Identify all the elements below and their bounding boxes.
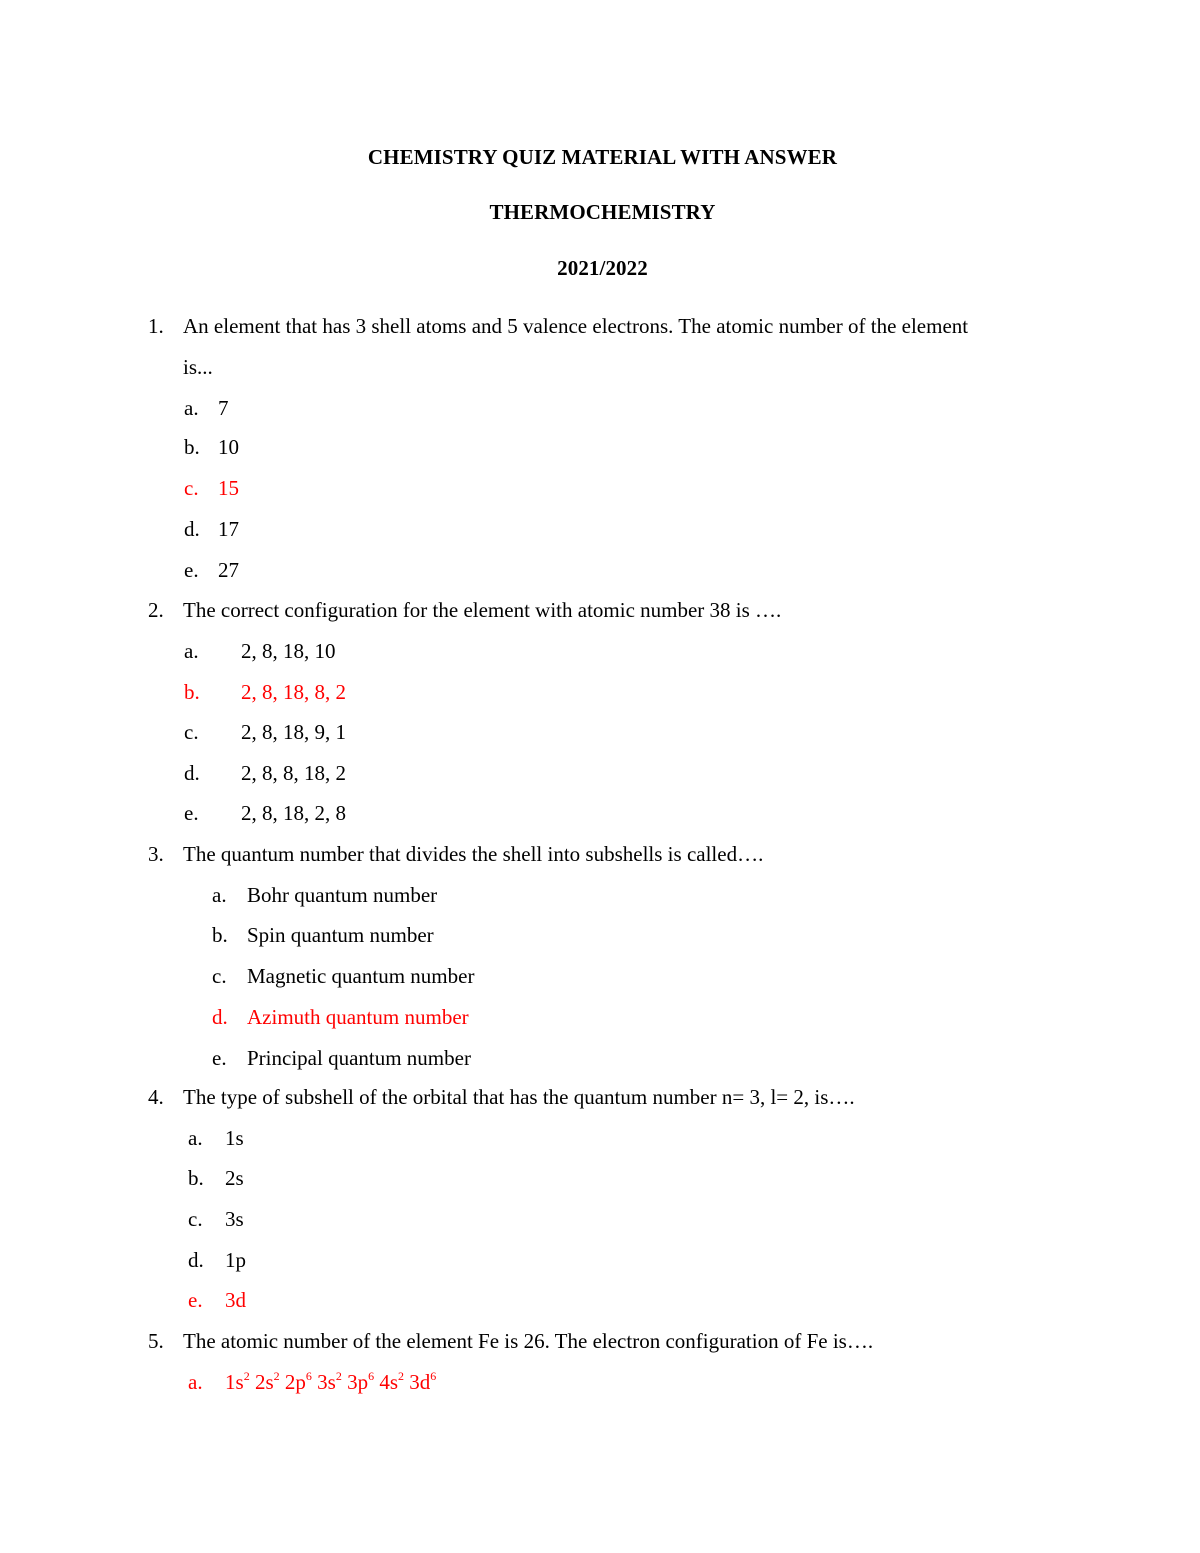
q1-option-b-letter: b.	[184, 435, 200, 459]
q1-option-c-text: 15	[218, 476, 239, 500]
q3-option-e-letter: e.	[212, 1046, 227, 1070]
config-term-2s: $2s^2$	[254, 1369, 280, 1394]
config-term-4s: $4s^2$	[379, 1369, 404, 1394]
q3-option-b-text: Spin quantum number	[247, 923, 434, 947]
q3-option-c-text: Magnetic quantum number	[247, 964, 475, 988]
question-1-number: 1.	[148, 314, 164, 338]
q3-option-a-text: Bohr quantum number	[247, 883, 438, 907]
q1-option-d-letter: d.	[184, 517, 200, 541]
question-2-number: 2.	[148, 598, 164, 622]
q3-option-e-text: Principal quantum number	[247, 1046, 471, 1070]
config-term-1s: $1s^2$	[225, 1369, 250, 1394]
question-4-text: The type of subshell of the orbital that has the quantum number n= 3, l= 2, is….	[183, 1085, 855, 1109]
question-3-text: The quantum number that divides the shell into subshells is called….	[183, 842, 764, 866]
q2-option-e-letter: e.	[184, 801, 199, 825]
q1-option-c-letter: c.	[184, 476, 199, 500]
q1-option-a-text: 7	[218, 396, 229, 420]
q5-option-a-configuration	[225, 1370, 436, 1395]
q3-option-d-letter: d.	[212, 1005, 228, 1029]
q4-option-b-letter: b.	[188, 1166, 204, 1190]
document-title: CHEMISTRY QUIZ MATERIAL WITH ANSWER	[367, 145, 838, 169]
q4-option-d-text: 1p	[225, 1248, 246, 1272]
config-term-3s: $3s^2$	[317, 1369, 342, 1394]
question-5-text: The atomic number of the element Fe is 26. The electron configuration of Fe is….	[183, 1329, 874, 1353]
question-5-number: 5.	[148, 1329, 164, 1353]
q5-option-a-letter: a.	[188, 1370, 203, 1394]
q3-option-d-text: Azimuth quantum number	[247, 1005, 469, 1029]
config-term-3d: $3d^6$	[409, 1369, 437, 1394]
q2-option-b-letter: b.	[184, 680, 200, 704]
q1-option-e-letter: e.	[184, 558, 199, 582]
q2-option-e-text: 2, 8, 18, 2, 8	[241, 801, 346, 825]
q4-option-c-letter: c.	[188, 1207, 203, 1231]
q1-option-d-text: 17	[218, 517, 239, 541]
q2-option-c-text: 2, 8, 18, 9, 1	[241, 720, 346, 744]
question-3-number: 3.	[148, 842, 164, 866]
q4-option-a-letter: a.	[188, 1126, 203, 1150]
q4-option-a-text: 1s	[225, 1126, 244, 1150]
config-term-3p: $3p^6$	[347, 1369, 375, 1394]
document-subject: THERMOCHEMISTRY	[489, 200, 716, 224]
q4-option-e-text: 3d	[225, 1288, 246, 1312]
q2-option-d-letter: d.	[184, 761, 200, 785]
q4-option-b-text: 2s	[225, 1166, 244, 1190]
q1-option-e-text: 27	[218, 558, 239, 582]
config-term-2p: $2p^6$	[284, 1369, 312, 1394]
q4-option-d-letter: d.	[188, 1248, 204, 1272]
q1-option-b-text: 10	[218, 435, 239, 459]
q4-option-e-letter: e.	[188, 1288, 203, 1312]
question-4-number: 4.	[148, 1085, 164, 1109]
q4-option-c-text: 3s	[225, 1207, 244, 1231]
question-2-text: The correct configuration for the element with atomic number 38 is ….	[183, 598, 782, 622]
question-1-text-continued: is...	[183, 355, 213, 379]
q3-option-b-letter: b.	[212, 923, 228, 947]
q2-option-b-text: 2, 8, 18, 8, 2	[241, 680, 346, 704]
q2-option-d-text: 2, 8, 8, 18, 2	[241, 761, 346, 785]
q1-option-a-letter: a.	[184, 396, 199, 420]
q2-option-a-text: 2, 8, 18, 10	[241, 639, 336, 663]
q3-option-c-letter: c.	[212, 964, 227, 988]
question-1-text: An element that has 3 shell atoms and 5 valence electrons. The atomic number of the element	[183, 314, 969, 338]
document-year: 2021/2022	[557, 256, 648, 280]
q3-option-a-letter: a.	[212, 883, 227, 907]
q2-option-a-letter: a.	[184, 639, 199, 663]
q2-option-c-letter: c.	[184, 720, 199, 744]
